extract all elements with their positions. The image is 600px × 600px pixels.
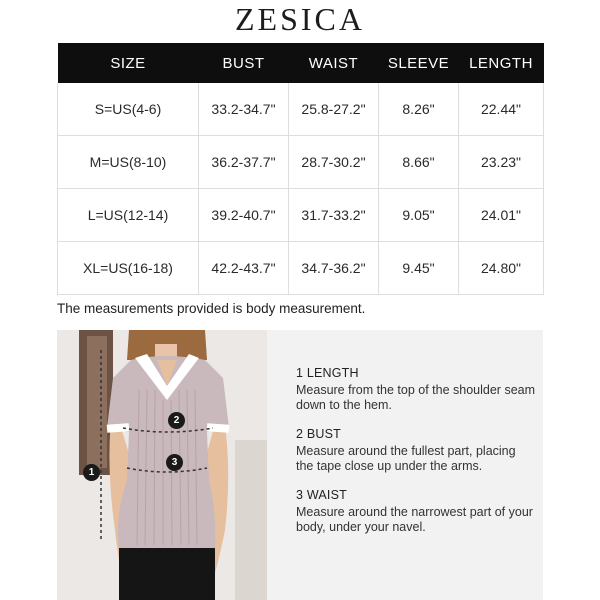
- cell-bust: 33.2-34.7": [199, 83, 289, 136]
- cell-size: S=US(4-6): [58, 83, 199, 136]
- cell-size: XL=US(16-18): [58, 242, 199, 295]
- marker-waist: 3: [166, 454, 183, 471]
- instruction-description: Measure around the fullest part, placing the tape close up under the arms.: [296, 444, 516, 473]
- cell-size: L=US(12-14): [58, 189, 199, 242]
- instruction-description: Measure from the top of the shoulder seam down to the hem.: [296, 383, 536, 412]
- instruction-length: [296, 366, 536, 413]
- cell-length: 22.44": [459, 83, 544, 136]
- size-chart-table: [57, 43, 544, 295]
- instruction-waist: [296, 488, 536, 535]
- header-length: LENGTH: [459, 43, 544, 83]
- measurement-note: The measurements provided is body measurement.: [57, 301, 366, 316]
- header-sleeve: SLEEVE: [379, 43, 459, 83]
- table-row: [58, 189, 544, 242]
- cell-waist: 31.7-33.2": [289, 189, 379, 242]
- brand-logo: ZESICA: [235, 1, 365, 37]
- instruction-bust: [296, 427, 536, 474]
- cell-sleeve: 8.66": [379, 136, 459, 189]
- cell-length: 24.01": [459, 189, 544, 242]
- cell-sleeve: 9.45": [379, 242, 459, 295]
- cell-waist: 28.7-30.2": [289, 136, 379, 189]
- table-row: [58, 242, 544, 295]
- instruction-description: Measure around the narrowest part of your body, under your navel.: [296, 505, 533, 534]
- table-row: [58, 136, 544, 189]
- header-bust: BUST: [199, 43, 289, 83]
- cell-length: 24.80": [459, 242, 544, 295]
- model-photo: [57, 330, 267, 600]
- cell-size: M=US(8-10): [58, 136, 199, 189]
- cell-sleeve: 9.05": [379, 189, 459, 242]
- header-size: SIZE: [58, 43, 199, 83]
- cell-bust: 36.2-37.7": [199, 136, 289, 189]
- measurement-instructions: [296, 366, 536, 549]
- instruction-title: 3 WAIST: [296, 488, 347, 502]
- marker-length: 1: [83, 464, 100, 481]
- cell-waist: 25.8-27.2": [289, 83, 379, 136]
- measurement-guide-panel: [57, 330, 543, 600]
- cell-bust: 39.2-40.7": [199, 189, 289, 242]
- header-waist: WAIST: [289, 43, 379, 83]
- table-row: [58, 83, 544, 136]
- table-header-row: [58, 43, 544, 83]
- cell-sleeve: 8.26": [379, 83, 459, 136]
- cell-bust: 42.2-43.7": [199, 242, 289, 295]
- instruction-title: 2 BUST: [296, 427, 341, 441]
- cell-length: 23.23": [459, 136, 544, 189]
- instruction-title: 1 LENGTH: [296, 366, 359, 380]
- marker-bust: 2: [168, 412, 185, 429]
- cell-waist: 34.7-36.2": [289, 242, 379, 295]
